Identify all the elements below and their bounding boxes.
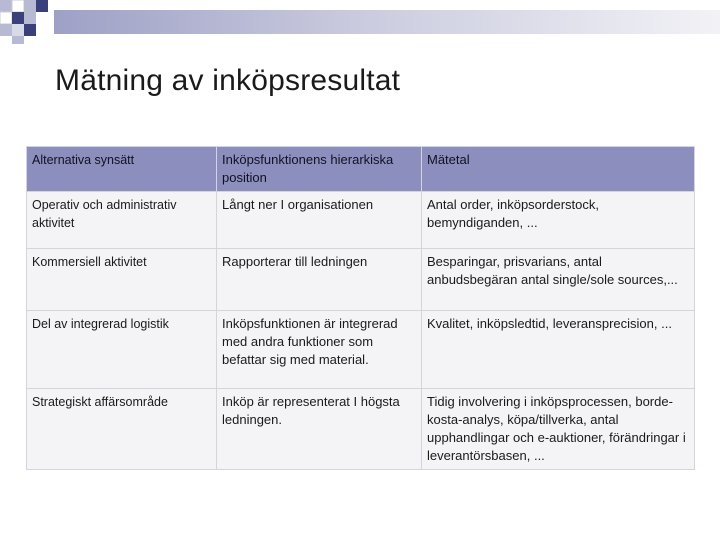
measurement-table (26, 146, 695, 470)
table-row (27, 311, 695, 389)
row-position-cell: Inköpsfunktionen är integrerad med andra funktioner som befattar sig med material. (217, 311, 422, 389)
row-view-cell: Strategiskt affärsområde (27, 389, 217, 470)
table-row (27, 389, 695, 470)
row-view-cell: Operativ och administrativ aktivitet (27, 192, 217, 249)
row-position-cell: Rapporterar till ledningen (217, 249, 422, 311)
row-metrics-cell: Kvalitet, inköpsledtid, leveransprecision, ... (422, 311, 695, 389)
row-position-cell: Långt ner I organisationen (217, 192, 422, 249)
row-metrics-cell: Besparingar, prisvarians, antal anbudsbegäran antal single/sole sources,... (422, 249, 695, 311)
slide-title: Mätning av inköpsresultat (55, 64, 401, 97)
row-metrics-cell: Antal order, inköpsorderstock, bemyndiganden, ... (422, 192, 695, 249)
table-row (27, 192, 695, 249)
header-alternative-views: Alternativa synsätt (27, 147, 217, 192)
table-header-row (27, 147, 695, 192)
header-hierarchical-position: Inköpsfunktionens hierarkiska position (217, 147, 422, 192)
row-view-cell: Del av integrerad logistik (27, 311, 217, 389)
row-metrics-cell: Tidig involvering i inköpsprocessen, borde-kosta-analys, köpa/tillverka, antal upphandlingar och e-auktioner, förändringar i leverantörsbasen, ... (422, 389, 695, 470)
row-position-cell: Inköp är representerat I högsta ledningen. (217, 389, 422, 470)
header-metrics: Mätetal (422, 147, 695, 192)
decorative-header-band (0, 0, 720, 44)
row-view-cell: Kommersiell aktivitet (27, 249, 217, 311)
table-row (27, 249, 695, 311)
